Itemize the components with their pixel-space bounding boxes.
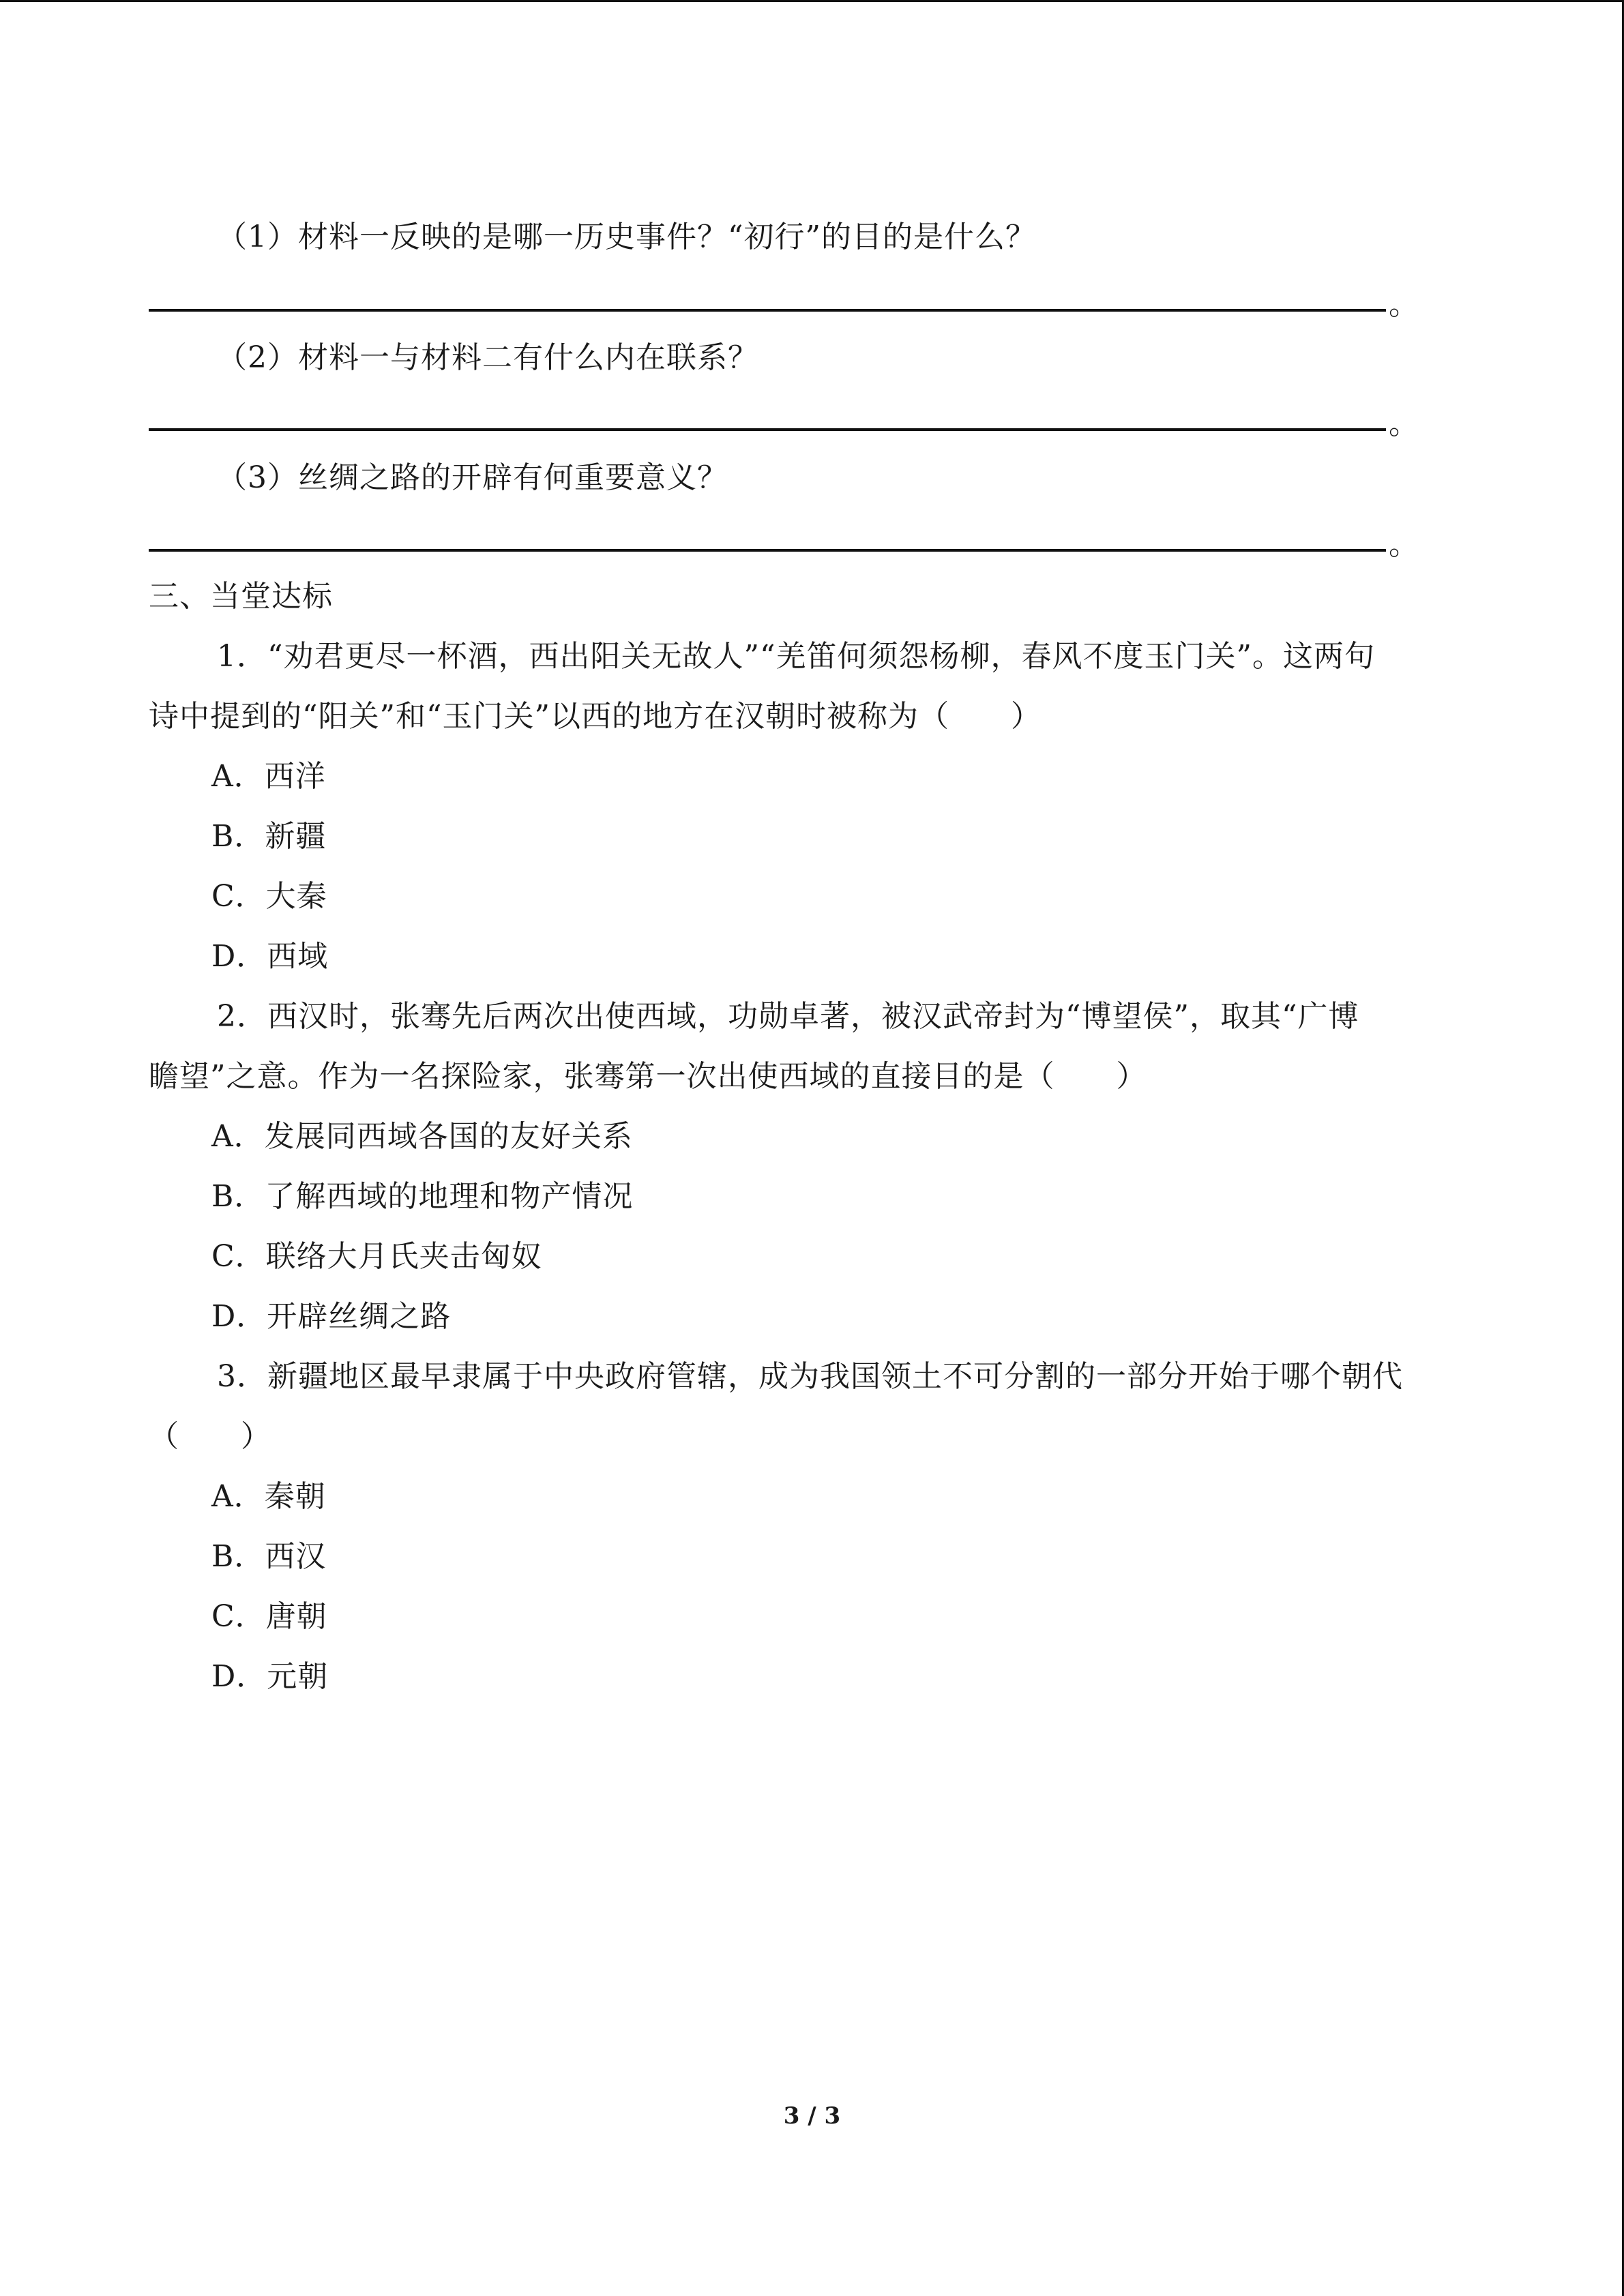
question-1-option-d[interactable]: D．西域 — [211, 939, 329, 974]
question-2-option-b[interactable]: B．了解西域的地理和物产情况 — [211, 1179, 634, 1214]
answer-underline — [149, 549, 1386, 552]
answer-blank-3[interactable] — [149, 522, 1417, 563]
question-1-option-b[interactable]: B．新疆 — [211, 819, 327, 854]
answer-end-mark: 。 — [1389, 287, 1419, 322]
question-3-option-b[interactable]: B．西汉 — [211, 1539, 327, 1574]
question-2-option-a[interactable]: A．发展同西域各国的友好关系 — [211, 1119, 633, 1154]
question-2-option-c[interactable]: C．联络大月氏夹击匈奴 — [211, 1239, 542, 1274]
question-3-option-a[interactable]: A．秦朝 — [211, 1479, 326, 1514]
question-3-stem-line-1: 3．新疆地区最早隶属于中央政府管辖，成为我国领土不可分割的一部分开始于哪个朝代 — [217, 1359, 1403, 1394]
answer-underline — [149, 428, 1386, 431]
answer-blank-2[interactable] — [149, 401, 1417, 442]
question-3-option-c[interactable]: C．唐朝 — [211, 1599, 327, 1634]
question-2-option-d[interactable]: D．开辟丝绸之路 — [211, 1299, 452, 1334]
answer-underline — [149, 309, 1386, 312]
question-1-stem-line-2: 诗中提到的“阳关”和“玉门关”以西的地方在汉朝时被称为（ ） — [149, 699, 1042, 734]
answer-blank-1[interactable] — [149, 282, 1417, 323]
question-3-stem-line-2: （ ） — [149, 1419, 271, 1454]
sub-question-3-prompt: （3）丝绸之路的开辟有何重要意义？ — [217, 460, 728, 495]
sub-question-1-prompt: （1）材料一反映的是哪一历史事件？“初行”的目的是什么？ — [217, 220, 1036, 254]
question-3-option-d[interactable]: D．元朝 — [211, 1659, 329, 1694]
question-2-stem-line-1: 2．西汉时，张骞先后两次出使西域，功勋卓著，被汉武帝封为“博望侯”，取其“广博 — [217, 999, 1359, 1034]
page-number: 3 / 3 — [783, 2102, 841, 2130]
question-1-stem-line-1: 1．“劝君更尽一杯酒，西出阳关无故人”“羌笛何须怨杨柳，春风不度玉门关”。这两句 — [217, 639, 1375, 674]
question-1-option-c[interactable]: C．大秦 — [211, 879, 327, 914]
answer-end-mark: 。 — [1389, 527, 1419, 562]
section-title: 三、当堂达标 — [149, 579, 333, 614]
sub-question-2-prompt: （2）材料一与材料二有什么内在联系？ — [217, 340, 758, 375]
question-1-option-a[interactable]: A．西洋 — [211, 759, 326, 794]
question-2-stem-line-2: 瞻望”之意。作为一名探险家，张骞第一次出使西域的直接目的是（ ） — [149, 1059, 1147, 1094]
answer-end-mark: 。 — [1389, 406, 1419, 441]
